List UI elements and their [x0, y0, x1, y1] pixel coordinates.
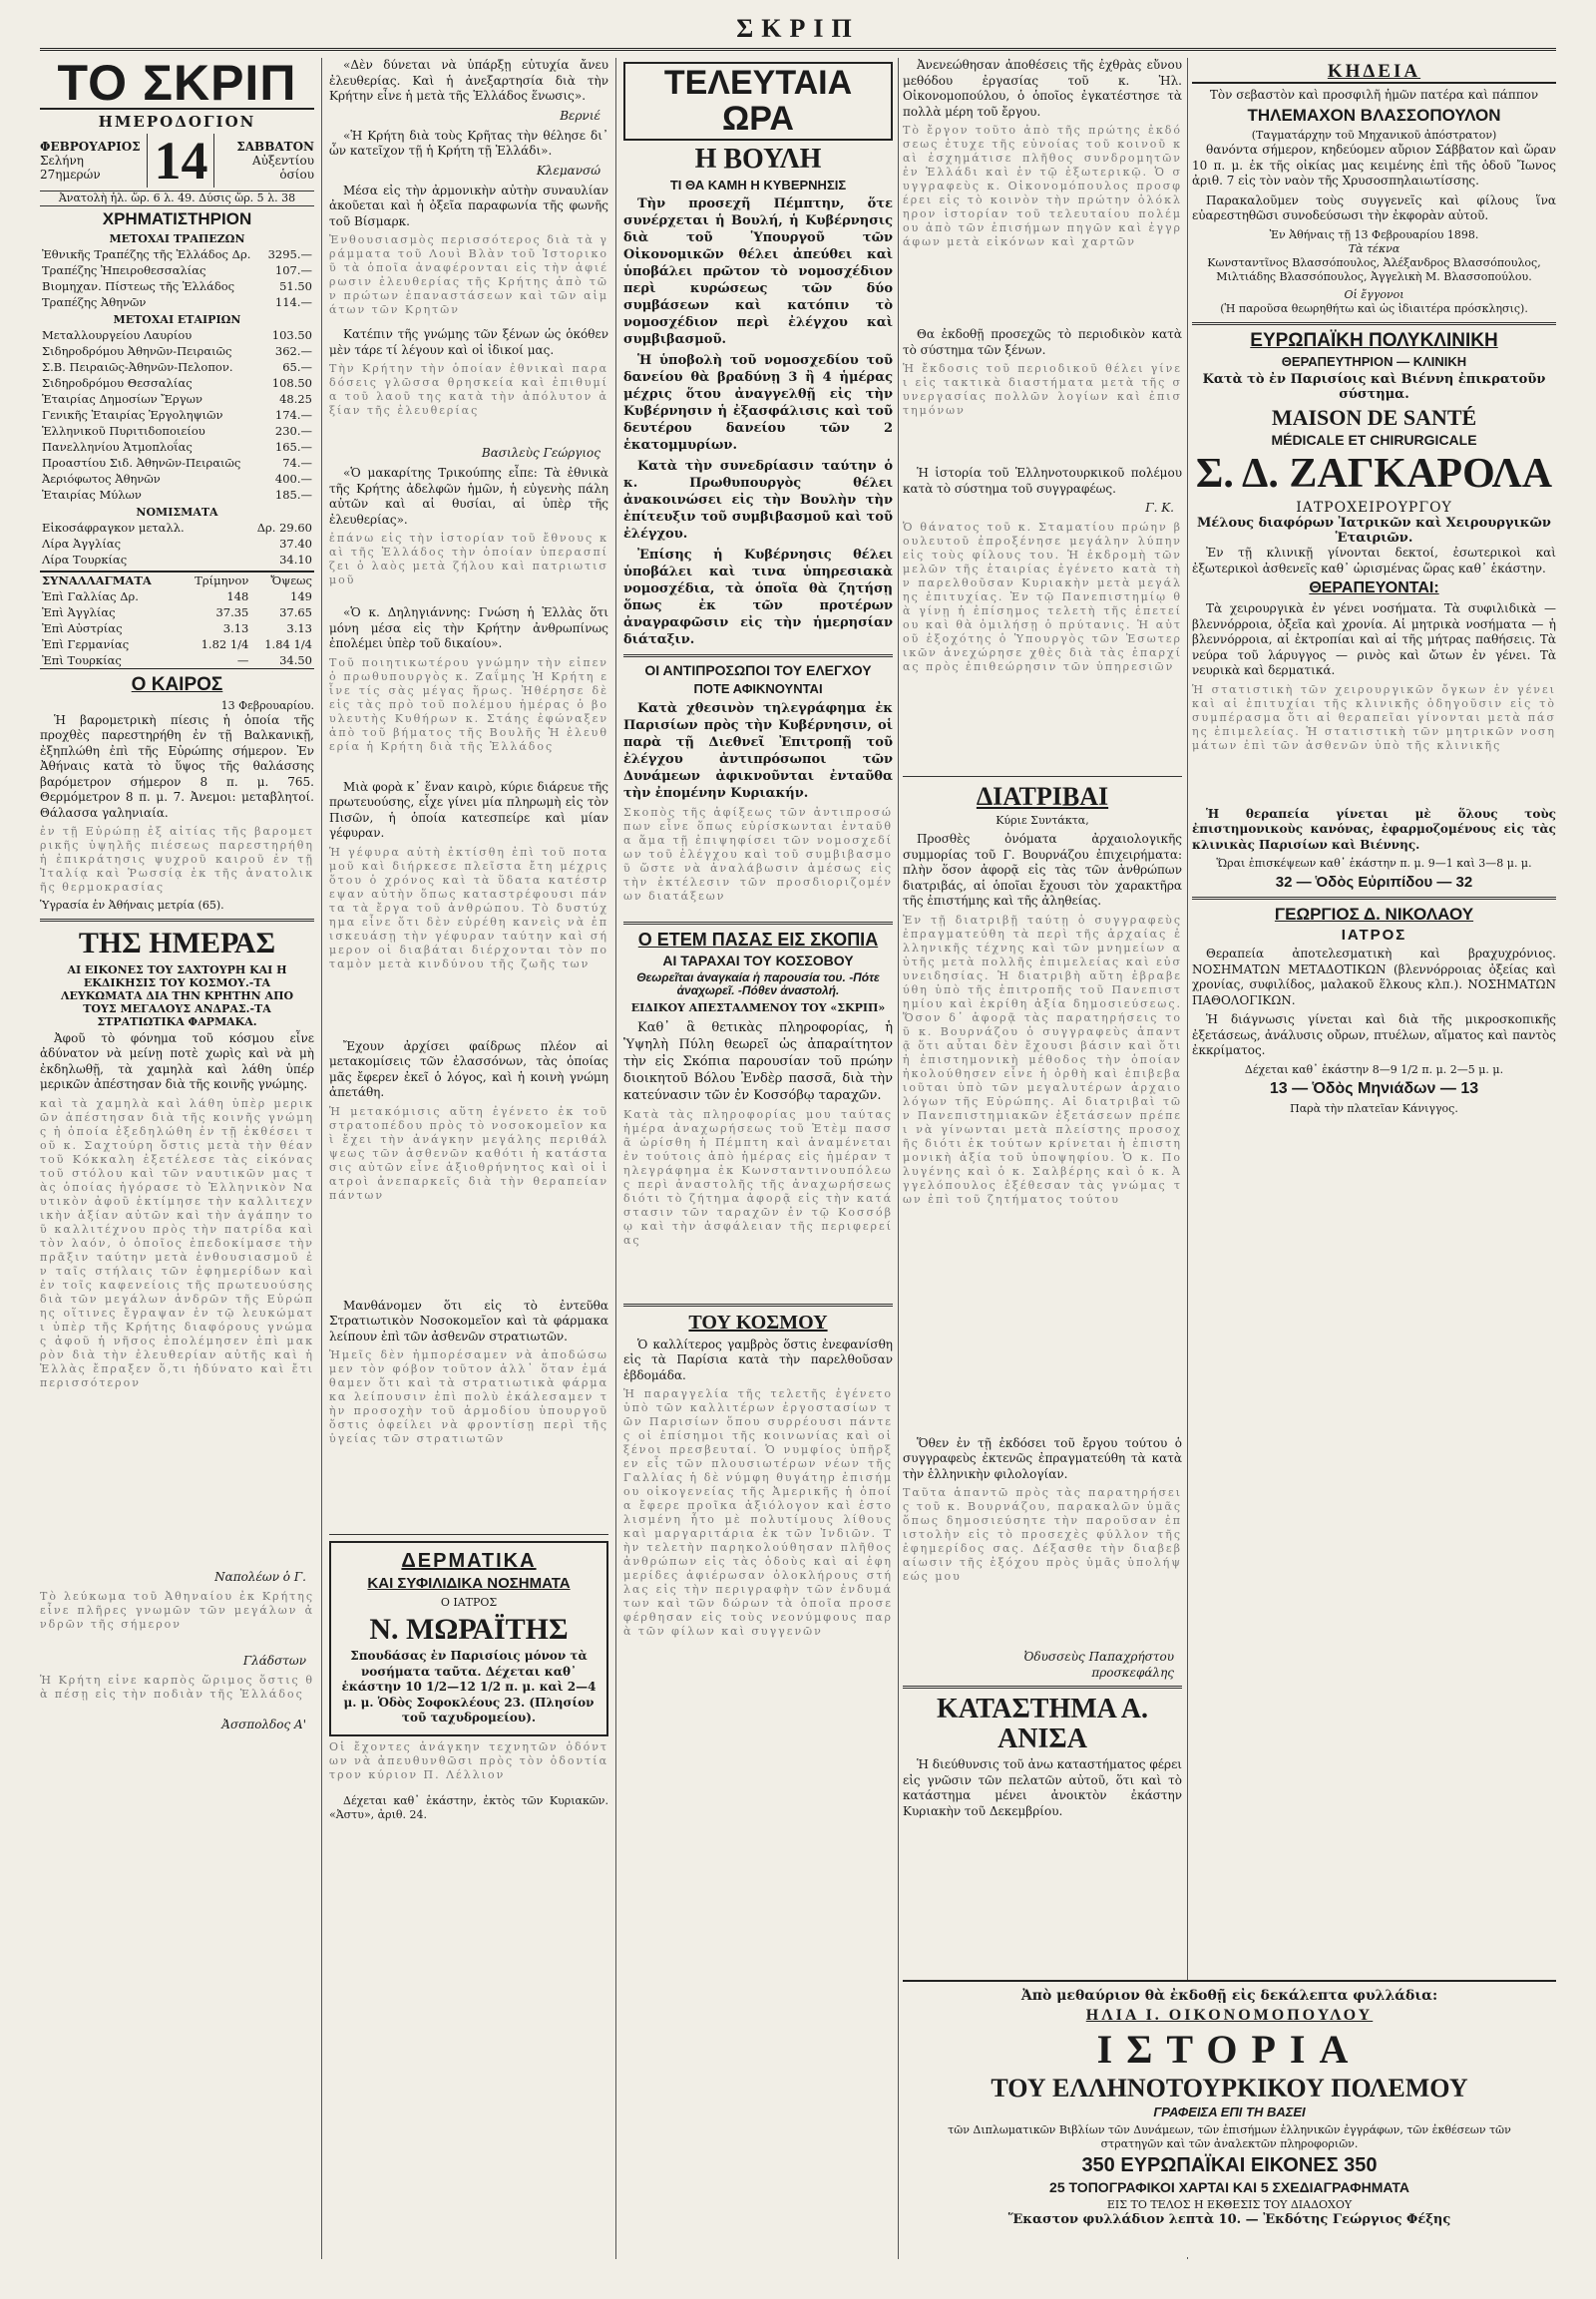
row-value: 174.—	[274, 407, 312, 422]
row-label: Ἐπὶ Αὐστρίας	[42, 620, 123, 635]
ad-doctor-name: Ν. ΜΩΡΑΪΤΗΣ	[369, 1612, 569, 1646]
body-text-filler: Ἡ ἔκδοσις τοῦ περιοδικοῦ θέλει γίνει εἰς τακτικὰ διαστήματα μετὰ τῆς συνεργασίας πολλῶν λογίων καὶ ἐπιστημόνων	[903, 362, 1182, 417]
fx-table	[40, 571, 314, 669]
body-text-filler: Τοῦ ποιητικωτέρου γνώμην τὴν εἶπεν ὁ πρωθυπουργὸς κ. Ζαΐμης Ἡ Κρήτη εἶνε τίς σὰς μέγας ἥρως. Ἠθέρησε δὲ εἰς τὰς πρὸ τοῦ πολέμου ἡμέρας ὁ βουλευτὴς Κυθήρων κ. Στάης ἐφώναξεν ἀπὸ τοῦ βήματος τῆς Βουλῆς Ἡ ἐλευθερία ἡ Κρήτη διὰ τῆς Ἑλλάδος	[329, 655, 608, 753]
article-paragraph: Μιὰ φορὰ κ᾿ ἕναν καιρὸ, κύριε διάρευε τῆς πρωτευούσης, εἶχε γίνει μία πληρωμὴ εἰς τὸν Πισῶν, ἡ ὁποία κατεσπείρε καὶ μίαν γέφυραν.	[329, 779, 608, 840]
table-row	[40, 455, 314, 471]
row-label: Λίρα Τουρκίας	[42, 552, 128, 567]
signoff-role: προσκεφάλης	[1091, 1666, 1174, 1681]
parliament-paragraph: Ἡ ὑποβολὴ τοῦ νομοσχεδίου τοῦ δανείου θὰ βραδύνῃ 3 ἢ 4 ἡμέρας μέχρις ὅτου ἀναγγελθῇ εἰς τὴν Κυβέρνησιν ἡ ἐξασφάλισις καὶ τοῦ δευτέρου δανείου τῶν 2 ἑκατομμυρίων.	[623, 353, 893, 454]
parliament-title: Η ΒΟΥΛΗ	[694, 144, 822, 176]
row-value: 48.25	[279, 391, 312, 406]
market-title: ΧΡΗΜΑΤΙΣΤΗΡΙΟΝ	[102, 209, 252, 228]
row-label: Σιδηροδρόμου Θεσσαλίας	[42, 375, 193, 390]
row-value: 1.82 1/4	[200, 636, 249, 651]
book-title: ΙΣΤΟΡΙΑ	[1096, 2026, 1363, 2072]
body-text-filler: Κατὰ τὰς πληροφορίας μου ταύτας ἡμέρα ἀναχωρήσεως τοῦ Ἐτὲμ πασσᾶ ὡρίσθη ἡ Πέμπτη καὶ ἀναμένεται ἐν τούτοις ἀπὸ ἡμέρας εἰς ἡμέραν τηλεγράφημα ἐκ Κωνσταντινουπόλεως περὶ ἀναστολῆς τῆς ἀναχωρήσεως διότι τὸ ζήτημα ἀφορᾷ εἰς τὴν κατάστασιν τῶν ταραχῶν ἐν τῷ Κοσσόβῳ καὶ τὴν ἀσφάλειαν τῆς περιφερείας	[623, 1107, 893, 1247]
table-row	[40, 536, 314, 552]
row-value: 65.—	[282, 359, 312, 374]
row-value: 3295.—	[267, 246, 312, 261]
doctor-text: Ἡ διάγνωσις γίνεται καὶ διὰ τῆς μικροσκοπικῆς ἐξετάσεως, ἀνάλυσις οὔρων, πτυέλων, αἵματος καὶ παντὸς ἐκκρίματος.	[1192, 1012, 1556, 1058]
column-4	[903, 58, 1182, 2259]
row-label: Ἑλληνικοῦ Πυριτιδοποιείου	[42, 423, 205, 438]
signoff: Ὀδυσσεὺς Παπαχρήστου	[1023, 1650, 1174, 1665]
etem-title: Ο ΕΤΕΜ ΠΑΣΑΣ ΕΙΣ ΣΚΟΠΙΑ	[637, 929, 879, 950]
treatises-title: ΔΙΑΤΡΙΒΑΙ	[976, 782, 1109, 811]
column-1	[40, 58, 314, 2259]
newspaper-subtitle: ΗΜΕΡΟΔΟΓΙΟΝ	[98, 113, 256, 131]
shop-paragraph: Ἡ διεύθυνσις τοῦ ἀνω καταστήματος φέρει εἰς γνῶσιν τῶν πελατῶν αὐτοῦ, ὅτι καὶ τὸ κατάστημα μένει ἀνοικτὸν ἐκάστην Κυριακὴν τοῦ Δεκεμβρίου.	[903, 1757, 1182, 1818]
signoff: Ναπολέων ὁ Γ.	[214, 1569, 306, 1584]
fx-col-header: Ὄψεως	[270, 573, 312, 587]
article-paragraph: «Ὁ μακαρίτης Τρικούπης εἶπε: Τὰ ἐθνικὰ τῆς Κρήτης ἀδελφῶν ἡμῶν, ἡ εὐγενὴς πάλη αὐτῶν καὶ αἱ θυσίαι, αἱ ὑπὲρ τῆς ἐλευθερίας».	[329, 466, 608, 527]
funeral-text: θανόντα σήμερον, κηδεύομεν αὔριον Σάββατον καὶ ὥραν 10 π. μ. ἐκ τῆς οἰκίας μας κειμένης ἐπὶ τῆς ὁδοῦ Ἴωνος ἀριθ. 7 εἰς τὸν ναὸν τῆς Χρυσοσπηλαιωτίσσης.	[1192, 143, 1556, 189]
table-row	[40, 636, 314, 652]
etem-subtitle: ΑΙ ΤΑΡΑΧΑΙ ΤΟΥ ΚΟΣΣΟΒΟΥ	[662, 952, 854, 968]
parliament-paragraph: Τὴν προσεχῆ Πέμπτην, ὅτε συνέρχεται ἡ Βουλή, ἡ Κυβέρνησις διὰ τοῦ Ὑπουργοῦ τῶν Οἰκονομικῶν θέλει ἀπεύθει καὶ ὑποβάλει πρῶτον τὸ νομοσχέδιον περὶ κυρώσεως τῶν δύο συμβάσεων καὶ κατόπιν τὸ νομοσχέδιον περὶ ἐλέγχου καὶ συμβιβασμοῦ.	[623, 196, 893, 348]
table-header	[40, 572, 314, 588]
section-rule	[903, 776, 1182, 777]
day-article-lead: Ἀφοῦ τὸ φόνημα τοῦ κόσμου εἶνε ἀδύνατον νὰ μείνῃ ποτὲ χωρὶς καὶ νὰ μὴ ἐκδηλωθῇ, τὰ χαμηλὰ καὶ λάθη ὑπέρ μερικῶν ἀπέστησαν διὰ τῆς κοινῆς γνώμης.	[40, 1030, 314, 1092]
row-label: Σιδηροδρόμου Ἀθηνῶν-Πειραιῶς	[42, 343, 232, 358]
table-row	[40, 652, 314, 669]
table-row	[40, 359, 314, 375]
row-value: 108.50	[271, 375, 312, 390]
row-label: Ἐπὶ Γαλλίας Δρ.	[42, 588, 139, 603]
funeral-children-label: Τὰ τέκνα	[1348, 241, 1400, 255]
book-pictures: 350 ΕΥΡΩΠΑΪΚΑΙ ΕΙΚΟΝΕΣ 350	[1081, 2153, 1378, 2176]
day-subtitle: ΑΙ ΕΙΚΟΝΕΣ ΤΟΥ ΣΑΧΤΟΥΡΗ ΚΑΙ Η ΕΚΔΙΚΗΣΙΣ ΤΟΥ ΚΟΣΜΟΥ.-ΤΑ ΛΕΥΚΩΜΑΤΑ ΔΙΑ ΤΗΝ ΚΡΗΤΗΝ ΑΠΟ ΤΟΥΣ ΜΕΓΑΛΟΥΣ ΑΝΔΡΑΣ.-ΤΑ ΣΤΡΑΤΙΩΤΙΚΑ ΦΑΡΜΑΚΑ.	[60, 962, 294, 1028]
row-label: Ἐπὶ Γερμανίας	[42, 636, 130, 651]
body-text-filler: Ἡ παραγγελία τῆς τελετῆς ἐγένετο ὑπὸ τῶν καλλιτέρων ἐργοστασίων τῶν Παρισίων ὅπου συρρέουσι πάντες οἱ ἐπίσημοι τῆς κοινωνίας καὶ οἱ ξένοι πρεσβευταί. Ὁ νυμφίος ὑπῆρξεν εἷς τῶν πλουσιωτέρων νέων τῆς Γαλλίας ἡ δὲ νύμφη θυγάτηρ ἐπισήμου οἰκογενείας τῆς Ἀμερικῆς ἡ ὁποία ἔφερε προῖκα ἀξιόλογον καὶ ἐστολισμένη ἦτο μὲ πολυτίμους λίθους καὶ μαργαριτάρια ἐκ τῶν Ἰνδιῶν. Τὴν τελετὴν παρηκολούθησαν πλῆθος ἀνθρώπων εἰς τὰς ὁδοὺς καὶ αἱ ἐφημερίδες ἀφιέρωσαν ὁλοκλήρους στήλας εἰς τὴν περιγραφὴν τῶν ἐνδυμάτων καὶ τῶν δώρων τὰ ὁποῖα προσεφέρθησαν εἰς τοὺς νεονύμφους παρὰ τῶν φίλων καὶ συγγενῶν	[623, 1387, 893, 1638]
clinic-text: Ἐν τῇ κλινικῇ γίνονται δεκτοί, ἐσωτερικοὶ καὶ ἐξωτερικοὶ ἀσθενεῖς καθ᾿ ὡρισμένας ὥρας καθ᾿ ἑκάστην.	[1192, 546, 1556, 575]
ad-subtitle: ΚΑΙ ΣΥΦΙΛΙΔΙΚΑ ΝΟΣΗΜΑΤΑ	[367, 1575, 571, 1592]
row-value: 149	[290, 588, 312, 603]
weather-date: 13 Φεβρουαρίου.	[220, 698, 314, 712]
byline: Βερνιέ	[560, 108, 600, 123]
column-5	[1192, 58, 1556, 2259]
table-row	[40, 604, 314, 620]
date-weekday: ΣΑΒΒΑΤΟΝ	[236, 140, 314, 154]
row-label: Τραπέζης Ἀθηνῶν	[42, 294, 147, 309]
doctor-title: ΙΑΤΡΟΣ	[1341, 926, 1407, 944]
ad-text: Σπουδάσας ἐν Παρισίοις μόνον τὰ νοσήματα ταῦτα. Δέχεται καθ᾿ ἑκάστην 10 1/2—12 1/2 π. μ. καὶ 2—4 μ. μ. Ὁδὸς Σοφοκλέους 23. (Πλησίον τοῦ ταχυδρομείου).	[341, 1649, 597, 1725]
book-ending: ΕΙΣ ΤΟ ΤΕΛΟΣ Η ΕΚΘΕΣΙΣ ΤΟΥ ΔΙΑΔΟΧΟΥ	[1106, 2198, 1353, 2212]
banks-table	[40, 246, 314, 310]
column-divider	[898, 58, 899, 2259]
body-text-filler: Ἐν τῇ διατριβῇ ταύτῃ ὁ συγγραφεὺς ἐπραγματεύθη τὰ περὶ τῆς ἀρχαίας ἑλληνικῆς τέχνης καὶ τῶν μνημείων αὐτῆς μετὰ πολλῆς ἐπιμελείας καὶ εὐσυνειδησίας. Ἡ διατριβὴ αὕτη ἐβραβεύθη ὑπὸ τῆς ἐπιτροπῆς τοῦ Πανεπιστημίου καὶ ἐκρίθη ἀξία δημοσιεύσεως. Ὅσον δ᾿ ἀφορᾷ τὰς παρατηρήσεις τοῦ κ. Βουρνάζου ὁ συγγραφεὺς ἀπαντᾷ ὅτι αὗται δὲν ἔχουσι βάσιν καὶ ὅτι ἡ ἐπιστημονικὴ μέθοδος τὴν ὁποίαν ἠκολούθησεν εἶνε ἡ ὀρθὴ καὶ ἐπιβεβαιοῦται ὑπὸ τῶν μεγαλυτέρων ἀρχαιολόγων τῆς Εὐρώπης. Αἱ διατριβαὶ τῶν Πανεπιστημιακῶν ἐξετάσεων πρέπει νὰ γίνωνται μετὰ πλείστης προσοχῆς διότι ἐκ τούτων κρίνεται ἡ ἐπιστημονικὴ ἀξία τοῦ ὑποψηφίου. Ὁ κ. Πολυγένης καὶ ὁ κ. Σαλβέρης καὶ ὁ κ. Ἀγγελόπουλος ἐξέθεσαν τὰς γνώμας των ἐπὶ τοῦ ζητήματος τούτου	[903, 913, 1182, 1206]
signoff: Γλάδστων	[242, 1653, 306, 1668]
row-value: 34.50	[279, 652, 312, 667]
byline: Βασιλεὺς Γεώργιος	[481, 446, 600, 460]
table-row	[40, 294, 314, 310]
date-moon: Σελήνη 27ημερών	[40, 154, 101, 182]
row-label: Τραπέζης Ἠπειροθεσσαλίας	[42, 262, 206, 277]
etem-paragraph: Καθ᾿ ἃ θετικὰς πληροφορίας, ἡ Ὑψηλὴ Πύλη θεωρεῖ ὡς ἀπαραίτητον τὴν εἰς Σκόπια παρουσίαν τοῦ πρώην διοικητοῦ Βόλου Ἐνδὲρ πασσᾶ, διὰ τὴν κατεύνασιν τῶν ἐν Κοσσόβῳ ταραχῶν.	[623, 1019, 893, 1103]
banks-title: ΜΕΤΟΧΑΙ ΤΡΑΠΕΖΩΝ	[109, 231, 245, 245]
row-value: 165.—	[274, 439, 312, 454]
section-rule	[623, 1304, 893, 1307]
clinic-system: Κατὰ τὸ ἐν Παρισίοις καὶ Βιέννη ἐπικρατοῦν σύστημα.	[1202, 372, 1546, 403]
table-row	[40, 552, 314, 568]
row-value: —	[236, 652, 249, 667]
doctor-hours: Δέχεται καθ᾿ ἑκάστην 8—9 1/2 π. μ. 2—5 μ. μ.	[1244, 1062, 1504, 1076]
quote-paragraph: «Δὲν δύνεται νὰ ὑπάρξῃ εὐτυχία ἄνευ ἐλευθερίας. Καὶ ἡ ἀνεξαρτησία διὰ τὴν Κρήτην εἶνε ἡ μετὰ τῆς Ἑλλάδος ἕνωσις».	[329, 58, 608, 103]
column-divider	[321, 58, 322, 2259]
clinic-hours: Ὥραι ἐπισκέψεων καθ᾿ ἑκάστην π. μ. 9—1 καὶ 3—8 μ. μ.	[1216, 857, 1532, 871]
clinic-address: 32 — Ὁδὸς Εὐριπίδου — 32	[1275, 874, 1473, 892]
article-paragraph: Κατέπιν τῆς γνώμης τῶν ξένων ὡς ὁκόθεν μὲν τάρε τί λέγουν καὶ οἱ ἰδικοί μας.	[329, 327, 608, 357]
body-text-filler: Ἡ μετακόμισις αὕτη ἐγένετο ἐκ τοῦ στρατοπέδου πρὸς τὸ νοσοκομεῖον καὶ ἔχει τὴν ἀνάγκην μεγάλης περιθάλψεως τῶν ἀσθενῶν καθότι ἡ κατάστασις αὐτῶν εἶνε ἀξιοθρήνητος καὶ οἱ ἰατροὶ ἀνεπαρκεῖς διὰ τὴν θεραπείαν πάντων	[329, 1104, 608, 1202]
book-subtitle: ΓΡΑΦΕΙΣΑ ΕΠΙ ΤΗ ΒΑΣΕΙ	[1153, 2105, 1306, 2120]
row-label: Λίρα Ἀγγλίας	[42, 536, 122, 551]
clinic-doctor-role: ΙΑΤΡΟΧΕΙΡΟΥΡΓΟΥ	[1296, 500, 1452, 517]
book-title-2: ΤΟΥ ΕΛΛΗΝΟΤΟΥΡΚΙΚΟΥ ΠΟΛΕΜΟΥ	[991, 2073, 1468, 2103]
etem-byline: ΕΙΔΙΚΟΥ ΑΠΕΣΤΑΛΜΕΝΟΥ ΤΟΥ «ΣΚΡΙΠ»	[630, 1000, 886, 1014]
row-value: 3.13	[222, 620, 249, 635]
world-paragraph: Ὁ καλλίτερος γαμβρὸς ὅστις ἐνεφανίσθη εἰς τὰ Παρίσια κατὰ τὴν παρελθοῦσαν ἑβδομάδα.	[623, 1337, 893, 1382]
body-text-filler: Τὸ ἔργον τοῦτο ἀπὸ τῆς πρώτης ἐκδόσεως ἐτυχε τῆς εὐνοίας τοῦ κοινοῦ καὶ ἐσχημάτισε πλῆθος συνδρομητῶν ἐν Ἑλλάδι καὶ ἐν τῷ ἐξωτερικῷ. Ὁ συγγραφεὺς κ. Οἰκονομόπουλος προσφέρει εἰς τὸ κοινὸν τὴν πρώτην ὁλόκληρον ἱστορίαν τοῦ τελευταίου πολέμου ἀπὸ τῶν ἐπισήμων πηγῶν καὶ ἐγγράφων μετὰ εἰκόνων καὶ χαρτῶν	[903, 124, 1182, 248]
row-value: 34.10	[279, 552, 312, 567]
table-row	[40, 439, 314, 455]
row-label: Ἐθνικῆς Τραπέζης τῆς Ἑλλάδος Δρ.	[42, 246, 251, 261]
article-paragraph: «Ὁ κ. Δηληγιάννης: Γνώση ἡ Ἑλλὰς ὅτι μόνη μέσα εἰς τὴν Κρήτην ἀνθρωπίνως ἐπολέμει ὑπὲρ τοῦ δικαίου».	[329, 605, 608, 650]
table-row	[40, 588, 314, 604]
body-text-filler: Ὁ θάνατος τοῦ κ. Σταματίου πρώην βουλευτοῦ ἐπροξένησε μεγάλην λύπην εἰς τοὺς φίλους του. Ἡ ἐκδρομὴ τῶν μελῶν τῆς ἑταιρίας ἐγένετο κατὰ τὴν παρελθοῦσαν Κυριακὴν μετὰ μεγάλης ἐπιτυχίας. Ἐν τῷ Πανεπιστημίῳ θὰ γίνῃ ἡ ἐπίσημος τελετὴ τῆς ἐπετείου καὶ θὰ ὁμιλήσῃ ὁ πρύτανις. Ἡ αὐτοῦ ἐξοχότης ὁ Ὑπουργὸς τῶν Ἐσωτερικῶν ἀνεχώρησε χθὲς διὰ τὰς ἐπαρχίας πρὸς ἐπιθεώρησιν τῶν ὑπηρεσιῶν	[903, 521, 1182, 673]
table-row	[40, 423, 314, 439]
row-label: Ἐπὶ Ἀγγλίας	[42, 604, 116, 619]
clinic-doctor-name: Σ. Δ. ΖΑΓΚΑΡΟΛΑ	[1195, 451, 1553, 498]
etem-summary: Θεωρεῖται ἀναγκαία ἡ παρουσία του. -Πότε ἀναχωρεῖ. -Πόθεν ἀναστολή.	[636, 970, 880, 997]
body-text-filler: Σκοπὸς τῆς ἀφίξεως τῶν ἀντιπροσώπων εἶνε ὅπως εὑρίσκωνται ἐνταῦθα ἅμα τῇ ἐπιψηφίσει τῶν νομοσχεδίων τοῦ ἐλέγχου καὶ τοῦ συμβιβασμοῦ ὥστε νὰ ἀναλάβωσιν ἀμέσως εἰς τὴν ἐκτέλεσιν τῶν προσδιοριζομένων διατάξεων	[623, 805, 893, 903]
row-value: 114.—	[274, 294, 312, 309]
book-maps: 25 ΤΟΠΟΓΡΑΦΙΚΟΙ ΧΑΡΤΑΙ ΚΑΙ 5 ΣΧΕΔΙΑΓΡΑΦΗΜΑΤΑ	[1049, 2178, 1409, 2195]
row-value: 103.50	[271, 327, 312, 342]
clinic-french-title: MAISON DE SANTÉ	[1271, 405, 1477, 431]
clinic-french-subtitle: MÉDICALE ET CHIRURGICALE	[1271, 432, 1477, 449]
funeral-date: Ἐν Ἀθήναις τῇ 13 Φεβρουαρίου 1898.	[1269, 227, 1479, 241]
body-text-filler: Ἐνθουσιασμὸς περισσότερος διὰ τὰ γράμματα τοῦ Λουὶ Βλὰν τοῦ Ἱστορικοῦ τὰ ὁποῖα ἀναφέρονται εἰς τὴν ἀφιέρωσιν ἐλευθερίας τῆς Κρήτης ἀπὸ τῶν πρώτων ἐπαναστάσεων καὶ τῶν αἱμάτων τῶν Κρητῶν	[329, 233, 608, 316]
row-value: 74.—	[282, 455, 312, 470]
fx-title: ΣΥΝΑΛΛΑΓΜΑΤΑ	[42, 573, 152, 587]
column-3	[623, 58, 893, 2259]
row-value: 37.35	[215, 604, 249, 619]
row-value: 230.—	[274, 423, 312, 438]
newspaper-logo: ΤΟ ΣΚΡΙΠ	[40, 58, 314, 110]
funeral-intro: Τὸν σεβαστὸν καὶ προσφιλῆ ἡμῶν πατέρα καὶ πάππον	[1209, 87, 1539, 102]
row-label: Μεταλλουργείου Λαυρίου	[42, 327, 193, 342]
body-text-filler: Ἡ Κρήτη εἶνε καρπὸς ὥριμος ὅστις θὰ πέσῃ εἰς τὴν ποδιὰν τῆς Ἑλλάδος	[40, 1673, 314, 1701]
article-paragraph: Ἀνενεώθησαν ἀποθέσεις τῆς ἐχθρὰς εὔνου μεθόδου ἐργασίας τοῦ κ. Ἡλ. Οἰκονομοπούλου, ὁ ὁποῖος ἐγκατέστησε τὰ πολλὰ μέρη τοῦ ἔργου.	[903, 58, 1182, 119]
row-value: 400.—	[274, 471, 312, 486]
ad-title: ΔΕΡΜΑΤΙΚΑ	[401, 1550, 537, 1572]
body-text-filler: Ἡ στατιστικὴ τῶν χειρουργικῶν ὄγκων ἐν γένει καὶ αἱ ἐπιτυχίαι τῆς κλινικῆς ὁδηγοῦσιν εἰς τὸ συμπέρασμα ὅτι αἱ θεραπεῖαι γίνονται μετὰ πάσης ἐπιμελείας. Ἡ στατιστικὴ τῶν μητρικῶν νοσημάτων ἐπὶ τῶν ἀσθενῶν ὑπὸ τῆς κλινικῆς	[1192, 682, 1556, 752]
last-hour-title: ΤΕΛΕΥΤΑΙΑ ΩΡΑ	[623, 62, 893, 141]
row-label: Πανελληνίου Ἀτμοπλοΐας	[42, 439, 193, 454]
weather-title: Ο ΚΑΙΡΟΣ	[131, 673, 223, 695]
funeral-text: Παρακαλοῦμεν τοὺς συγγενεῖς καὶ φίλους ἵνα εὐαρεστηθῶσι συνοδεύσωσι τὴν ἐκφορὰν αὐτοῦ.	[1192, 192, 1556, 223]
section-rule	[623, 654, 893, 657]
section-rule	[623, 922, 893, 925]
table-row	[40, 471, 314, 487]
date-block	[40, 131, 314, 191]
body-text-filler: Οἱ ἔχοντες ἀνάγκην τεχνητῶν ὀδόντων νὰ ἀπευθυνθῶσι πρὸς τὸν ὀδοντίατρον κύριον Π. Λέλλιον	[329, 1739, 608, 1781]
column-divider	[615, 58, 616, 2259]
ad-dermatology	[329, 1541, 608, 1736]
funeral-role: (Ταγματάρχην τοῦ Μηχανικοῦ ἀπόστρατον)	[1251, 129, 1497, 143]
table-row	[40, 327, 314, 343]
byline: Κλεμανσώ	[536, 163, 600, 178]
control-subtitle: ΠΟΤΕ ΑΦΙΚΝΟΥΝΤΑΙ	[693, 681, 823, 697]
table-row	[40, 620, 314, 636]
row-label: Γενικῆς Ἑταιρίας Ἐργοληψιῶν	[42, 407, 223, 422]
companies-title: ΜΕΤΟΧΑΙ ΕΤΑΙΡΙΩΝ	[113, 312, 241, 326]
doctor-name: ΓΕΩΡΓΙΟΣ Δ. ΝΙΚΟΛΑΟΥ	[1274, 904, 1474, 924]
body-text-filler: Ἡμεῖς δὲν ἠμπορέσαμεν νὰ ἀποδώσωμεν τὸν φόβον τοῦτον ἀλλ᾿ ὅταν ἐμάθαμεν ὅτι καὶ τὰ στρατιωτικὰ φάρμακα λείπουσιν ἐπὶ πολὺ ἐκάλεσαμεν τὴν προσοχὴν τοῦ ἁρμοδίου ὑπουργοῦ ὅστις ὀφείλει νὰ φροντίσῃ περὶ τῆς ὑγείας τῶν στρατιωτῶν	[329, 1348, 608, 1445]
body-text-filler: Τὴν Κρήτην τὴν ὁποίαν ἐθνικαὶ παραδόσεις γλῶσσα θρησκεία καὶ ἐπιθυμία τοῦ λαοῦ της κατὰ τὴν ἀπόλυτον ἀξίαν τῆς ἐλευθερίας	[329, 362, 608, 417]
table-row	[40, 343, 314, 359]
book-author: ΗΛΙΑ Ι. ΟΙΚΟΝΟΜΟΠΟΥΛΟΥ	[1085, 2007, 1374, 2024]
signoff: Γ. Κ.	[1145, 501, 1174, 515]
funeral-title: ΚΗΔΕΙΑ	[1192, 62, 1556, 84]
doctor-address: 13 — Ὁδὸς Μηνιάδων — 13	[1269, 1079, 1479, 1097]
section-rule	[1192, 322, 1556, 325]
treatise-paragraph: Ὅθεν ἐν τῇ ἐκδόσει τοῦ ἔργου τούτου ὁ συγγραφεὺς ἐκτενῶς ἐπραγματεύθη τὰ κατὰ τὴν ἑλληνικὴν φιλολογίαν.	[903, 1435, 1182, 1481]
row-label: Εἰκοσάφραγκον μεταλλ.	[42, 520, 185, 535]
section-rule	[329, 1534, 608, 1535]
row-value: 51.50	[279, 278, 312, 293]
section-rule	[1192, 897, 1556, 900]
row-value: 37.40	[279, 536, 312, 551]
funeral-grandchildren-label: Οἱ ἔγγονοι	[1344, 287, 1404, 301]
top-rule	[40, 48, 1556, 51]
row-value: 185.—	[274, 487, 312, 502]
body-text-filler: ἐπάνω εἰς τὴν ἱστορίαν τοῦ ἔθνους καὶ τῆς Ἑλλάδος τὴν ὁποίαν ὑπερασπίζει ὁ λαὸς μετὰ ζήλου καὶ πατριωτισμοῦ	[329, 532, 608, 586]
humidity-line: Ὑγρασία ἐν Ἀθήναις μετρία (65).	[40, 899, 224, 913]
date-month: ΦΕΒΡΟΥΑΡΙΟΣ	[40, 140, 141, 154]
row-label: Ἑταιρίας Δημοσίων Ἔργων	[42, 391, 203, 406]
coins-table	[40, 520, 314, 568]
sunrise-line: Ἀνατολὴ ἡλ. ὥρ. 6 λ. 49. Δύσις ὥρ. 5 λ. 38	[40, 191, 314, 206]
book-sources: τῶν Διπλωματικῶν Βιβλίων τῶν Δυνάμεων, τῶν ἐπισήμων ἑλληνικῶν ἐγγράφων, τῶν ἐκθέσεων τῶν στρατηγῶν καὶ τῶν ἀναλεκτῶν πληροφοριῶν.	[948, 2122, 1511, 2150]
parliament-paragraph: Ἐπίσης ἡ Κυβέρνησις θέλει ὑποβάλει καὶ τινα ὑπηρεσιακὰ νομοσχέδια, τὰ ὁποῖα θὰ ζητήσῃ ὅπως ἐκ τῶν προτέρων ἀναγραφῶσιν εἰς τὴν ἡμερησίαν διάταξιν.	[623, 548, 893, 648]
table-row	[40, 278, 314, 294]
table-row	[40, 375, 314, 391]
body-text-filler: Τὸ λεύκωμα τοῦ Ἀθηναίου ἐκ Κρήτης εἶνε πλῆρες γνωμῶν τῶν μεγάλων ἀνδρῶν τῆς σήμερον	[40, 1589, 314, 1631]
salutation: Κύριε Συντάκτα,	[996, 814, 1089, 828]
clinic-treats-title: ΘΕΡΑΠΕΥΟΝΤΑΙ:	[1309, 579, 1439, 597]
section-rule	[903, 1686, 1182, 1689]
article-paragraph: Ἔχουν ἀρχίσει φαίδρως πλέον αἱ μετακομίσεις τῶν ἐλασσόνων, τὰς ὁποίας μᾶς ἔφερεν ἐκεῖ ὁ λόγος, καὶ ἡ κοινὴ γνώμη ἀπετάθη.	[329, 1038, 608, 1099]
row-label: Ἑταιρίας Μύλων	[42, 487, 142, 502]
day-title: ΤΗΣ ΗΜΕΡΑΣ	[78, 927, 276, 960]
date-saint: Αὐξεντίου ὁσίου	[252, 154, 314, 182]
book-price: Ἕκαστον φυλλάδιον λεπτὰ 10. — Ἐκδότης Γεώργιος Φέξης	[1007, 2212, 1451, 2228]
article-paragraph: Ἡ ἱστορία τοῦ Ἑλληνοτουρκικοῦ πολέμου κατὰ τὸ σύστημα τοῦ συγγραφέως.	[903, 466, 1182, 496]
signoff: Ἀσσπολδος Α'	[221, 1717, 306, 1731]
row-label: Σ.Β. Πειραιῶς-Ἀθηνῶν-Πελοπον.	[42, 359, 233, 374]
ad-label: Ο ΙΑΤΡΟΣ	[440, 1595, 498, 1609]
companies-table	[40, 327, 314, 503]
table-row	[40, 262, 314, 278]
fx-col-header: Τρίμηνον	[195, 573, 249, 587]
row-value: 107.—	[274, 262, 312, 277]
funeral-family: Κωνσταντῖνος Βλασσόπουλος, Ἀλέξανδρος Βλασσόπουλος, Μιλτιάδης Βλασσόπουλος, Ἀγγελικὴ Μ. Βλασσοπούλου.	[1207, 255, 1541, 283]
article-paragraph: Μέσα εἰς τὴν ἀρμονικὴν αὐτὴν συναυλίαν ἀκοῦεται καὶ ἡ ὀξεῖα παραφωνία τῆς φωνῆς τοῦ Βίσμαρκ.	[329, 183, 608, 228]
clinic-subtitle: ΘΕΡΑΠΕΥΤΗΡΙΟΝ — ΚΛΙΝΙΚΗ	[1281, 353, 1467, 369]
column-divider	[1187, 58, 1188, 2259]
funeral-name: ΤΗΛΕΜΑΧΟΝ ΒΛΑΣΣΟΠΟΥΛΟΝ	[1247, 106, 1501, 126]
row-label: Βιομηχαν. Πίστεως τῆς Ἑλλάδος	[42, 278, 235, 293]
weather-text: Ἡ βαρομετρικὴ πίεσις ἡ ὁποία τῆς προχθὲς παρεστηρήθη ἐν τῇ Βαλκανικῇ, ἐξηπλώθη ἐπὶ τῆς Εὐρώπης σήμερον. Ἐν Ἀθήναις κατὰ τὸ ὕψος τῆς θαλάσσης βαρόμετρον σήμερον 8 π. μ. 765. Θερμόμετρον 8 π. μ. 7. Ἀνεμοι: μεταβλητοί. Θάλασσα γαληνιαία.	[40, 712, 314, 820]
ad-footer: Δέχεται καθ᾿ ἑκάστην, ἐκτὸς τῶν Κυριακῶν. «Ἀστυ», ἀριθ. 24.	[329, 1793, 608, 1821]
row-label: Ἐπὶ Τουρκίας	[42, 652, 122, 667]
doctor-text: Θεραπεία ἀποτελεσματικὴ καὶ βραχυχρόνιος. ΝΟΣΗΜΑΤΩΝ ΜΕΤΑΔΟΤΙΚΩΝ (βλεννόρροιας ὀξείας καὶ χρονίας, συφιλίδος, μαλακοῦ ἕλκους κλπ.). ΝΟΣΗΜΑΤΩΝ ΠΑΘΟΛΟΓΙΚΩΝ.	[1192, 947, 1556, 1007]
book-ad	[903, 1980, 1556, 2257]
quote-paragraph: «Ἡ Κρήτη διὰ τοὺς Κρῆτας τὴν θέλησε δι᾿ ὧν κατεῖχον τῇ ἡ Κρήτη τῇ Ἑλλάδι».	[329, 128, 608, 158]
clinic-method: Ἡ θεραπεία γίνεται μὲ ὅλους τοὺς ἐπιστημονικοὺς κανόνας, ἐφαρμοζομένους εἰς τὰς κλινικὰς Παρισίων καὶ Βιέννης.	[1192, 806, 1556, 852]
control-title: ΟΙ ΑΝΤΙΠΡΟΣΩΠΟΙ ΤΟΥ ΕΛΕΓΧΟΥ	[644, 662, 872, 679]
shop-title: ΚΑΤΑΣΤΗΜΑ Α. ΑΝΙΣΑ	[937, 1694, 1148, 1754]
table-row	[40, 246, 314, 262]
article-paragraph: Θα ἐκδοθῇ προσεχῶς τὸ περιοδικὸν κατὰ τὸ σύστημα τῶν ξένων.	[903, 327, 1182, 357]
section-rule	[40, 919, 314, 922]
row-value: 37.65	[279, 604, 312, 619]
column-2	[329, 58, 608, 2259]
article-paragraph: Μανθάνομεν ὅτι εἰς τὸ ἐντεῦθα Στρατιωτικὸν Νοσοκομεῖον καὶ τὰ φάρμακα λείπουν ἐπὶ τῶν ἀσθενῶν στρατιωτῶν.	[329, 1298, 608, 1343]
table-row	[40, 391, 314, 407]
coins-title: ΝΟΜΙΣΜΑΤΑ	[136, 505, 218, 519]
table-row	[40, 487, 314, 503]
treatise-paragraph: Προσθὲς ὀνόματα ἀρχαιολογικῆς συμμορίας τοῦ Γ. Βουρνάζου ἐπιχειρήματα: πλὴν ὅσον ἀφορᾷ εἰς τὰς τῶν ἀνθρώπων διατριβάς, αἱ ὁποῖαι ἔχουσι τὸν χαρακτῆρα τῆς ἐπιστήμης καὶ τῆς ἀληθείας.	[903, 832, 1182, 909]
body-text-filler: Ἡ γέφυρα αὐτὴ ἐκτίσθη ἐπὶ τοῦ ποταμοῦ καὶ διήρκεσε πλεῖστα ἔτη μέχρις ὅτου ὁ χρόνος καὶ τὰ ὕδατα κατέστρεψαν αὐτὴν ὅπως καταστρέφουσι πάντα τὰ ἔργα τοῦ ἀνθρώπου. Τὸ δυστύχημα εἶνε ὅτι δὲν εὑρέθη κανεὶς νὰ ἐπισκευάσῃ τὴν γέφυραν ταύτην καὶ σήμερον οἱ διαβάται διέρχονται τὸν ποταμὸν μετὰ κινδύνου τῆς ζωῆς των	[329, 845, 608, 970]
control-paragraph: Κατὰ χθεσινὸν τηλεγράφημα ἐκ Παρισίων πρὸς τὴν Κυβέρνησιν, οἱ παρὰ τῇ Διεθνεῖ Ἐπιτροπῇ τοῦ ἐλέγχου ἀντιπρόσωποι τῶν Δυνάμεων ἀφικνοῦνται ἐνταῦθα τὴν ἐπομένην Κυριακήν.	[623, 700, 893, 801]
row-value: 3.13	[286, 620, 312, 635]
government-question: ΤΙ ΘΑ ΚΑΜΗ Η ΚΥΒΕΡΝΗΣΙΣ	[669, 177, 847, 192]
body-text-filler: καὶ τὰ χαμηλὰ καὶ λάθη ὑπὲρ μερικῶν ἀπέστησαν διὰ τῆς κοινῆς γνώμης ἡ ὁποία ἐξεδηλώθη ἐν τῇ ἐκθέσει τοῦ κ. Σαχτούρη ὅστις μετὰ τὴν θέαν τοῦ Κόκκαλη ἐξετέλεσε τὰς εἰκόνας τοῦ στόλου καὶ τῶν ναυτικῶν μας τὰς ὁποίας ἠγόρασε τὸ Ἑλληνικὸν Ναυτικὸν ἀφοῦ ἐκτίμησε τὴν καλλιτεχνικὴν ἀξίαν αὐτῶν καὶ τὴν ἀγάπην τοῦ καλλιτέχνου πρὸς τὴν πατρίδα καὶ τὸν λαόν, ὁ ὁποῖος ἐπεδοκίμασε τὴν πρᾶξιν ταύτην μετὰ ἐνθουσιασμοῦ ἐν ταῖς στήλαις τῶν ἐφημερίδων καὶ ἐν τοῖς καφενείοις τῆς πρωτευούσης διὰ τῶν μεγάλων ἀνδρῶν τῆς Εὐρώπης οἵτινες ἔγραψαν ἐν τῷ λευκώματι ὑπὲρ τῆς Κρήτης διαφόρους γνώμας ἀφοῦ ἡ νῆσος ἐπολέμησεν ἐπὶ μακρὸν διὰ τὴν ἐλευθερίαν αὐτῆς καὶ ἡ Ἑλλὰς ἔπραξεν ὅ,τι ἠδύνατο καὶ ἔτι περισσότερον	[40, 1096, 314, 1389]
table-row	[40, 407, 314, 423]
book-announcement: Ἀπὸ μεθαύριον θὰ ἐκδοθῇ εἰς δεκάλεπτα φυλλάδια:	[1020, 1988, 1438, 2004]
parliament-paragraph: Κατὰ τὴν συνεδρίασιν ταύτην ὁ κ. Πρωθυπουργὸς θέλει ἀνακοινώσει εἰς τὴν Βουλὴν τὴν ἐπίτευξιν τοῦ συμβιβασμοῦ καὶ τοῦ ἐλέγχου.	[623, 459, 893, 543]
funeral-note: (Ἡ παροῦσα θεωρηθήτω καὶ ὡς ἰδιαιτέρα πρόσκλησις).	[1220, 301, 1528, 315]
row-value: 148	[226, 588, 249, 603]
row-label: Ἀεριόφωτος Ἀθηνῶν	[42, 471, 161, 486]
table-row	[40, 520, 314, 536]
clinic-treatment-list: Τὰ χειρουργικὰ ἐν γένει νοσήματα. Τὰ συφιλιδικὰ — βλεννόρροια, ὀξεῖα καὶ χρονία. Αἱ μητρικὰ νοσήματα — ἡ βλεννόρροια, αἱ ἐκτροπίαι καὶ αἱ τῆς μήτρας παθήσεις. Τὰ νεύρα τοῦ λάρυγγος — ρινὸς καὶ ὤτων ἐν γένει. Τὰ νευρικὰ καὶ δερματικά.	[1192, 601, 1556, 678]
doctor-address-note: Παρὰ τὴν πλατεῖαν Κάνιγγος.	[1290, 1101, 1458, 1115]
date-number: 14	[147, 134, 214, 188]
row-value: 1.84 1/4	[264, 636, 312, 651]
world-title: ΤΟΥ ΚΟΣΜΟΥ	[688, 1311, 828, 1334]
clinic-membership: Μέλους διαφόρων Ἰατρικῶν καὶ Χειρουργικῶν Ἑταιριῶν.	[1197, 516, 1551, 547]
body-text-filler: ἐν τῇ Εὐρώπῃ ἐξ αἰτίας τῆς βαρομετρικῆς ὑψηλῆς πιέσεως παρεστηρήθη ἡ ἐπικράτησις ψυχροῦ καιροῦ ἐν τῇ Ἰταλίᾳ καὶ Ῥωσσίᾳ ἐκ τῆς ἀνατολικῆς θερμοκρασίας	[40, 825, 314, 895]
body-text-filler: Ταῦτα ἀπαντῶ πρὸς τὰς παρατηρήσεις τοῦ κ. Βουρνάζου, παρακαλῶν ὑμᾶς ὅπως δημοσιεύσητε τὴν παροῦσαν ἐπιστολὴν εἰς τὸ προσεχὲς φύλλον τῆς ἐφημερίδος σας. Δέξασθε τὴν διαβεβαίωσιν τῆς ἐξόχου πρὸς ὑμᾶς ὑπολήψεώς μου	[903, 1486, 1182, 1584]
row-value: Δρ. 29.60	[256, 520, 312, 535]
clinic-title: ΕΥΡΩΠΑΪΚΗ ΠΟΛΥΚΛΙΝΙΚΗ	[1250, 329, 1498, 351]
row-label: Προαστίου Σιδ. Ἀθηνῶν-Πειραιῶς	[42, 455, 241, 470]
page-masthead: ΣΚΡΙΠ	[736, 14, 860, 43]
row-value: 362.—	[274, 343, 312, 358]
